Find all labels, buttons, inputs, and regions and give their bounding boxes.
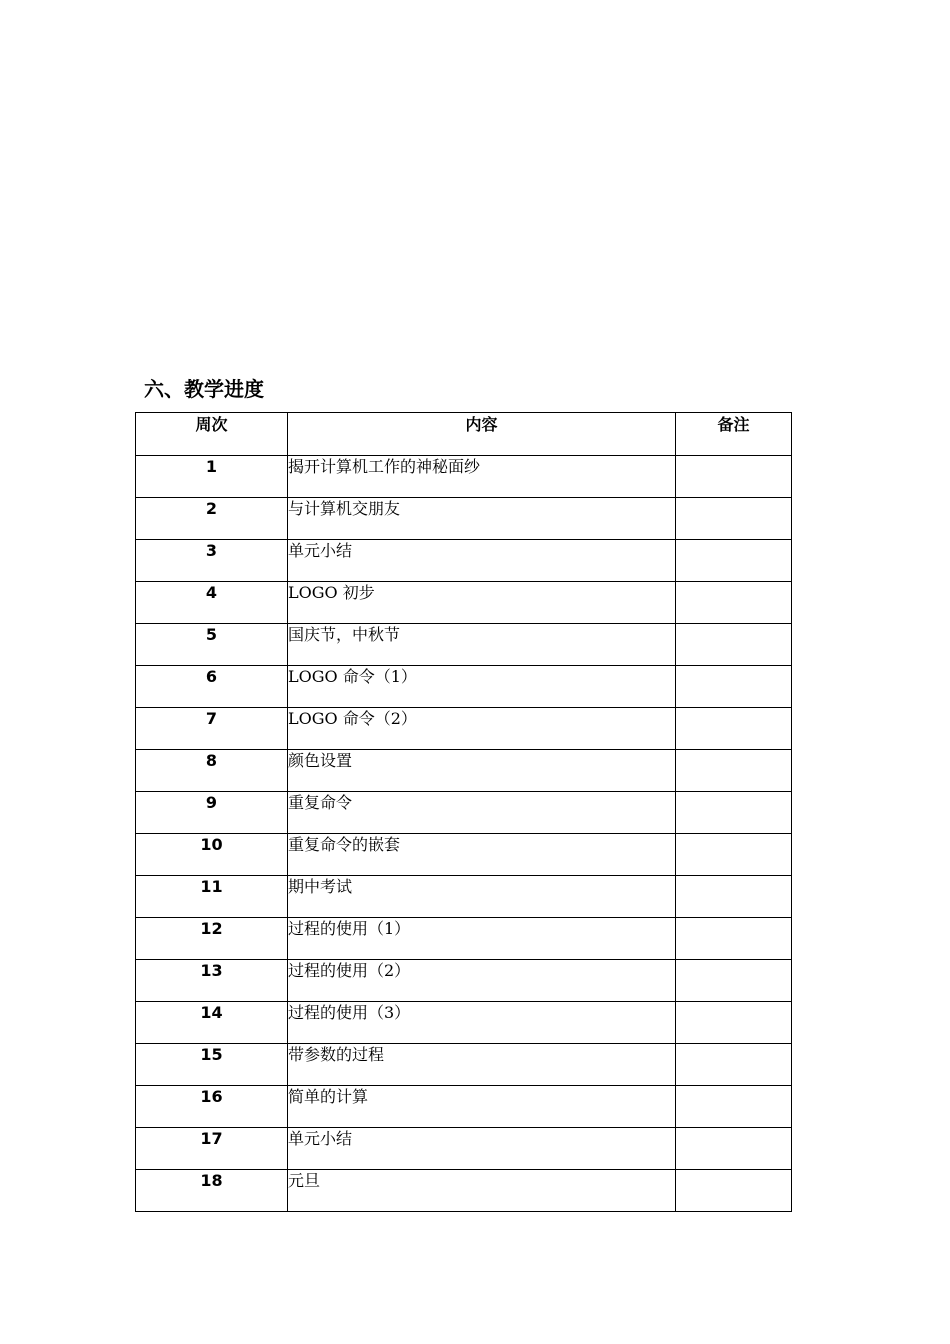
- note-cell: [676, 1170, 792, 1212]
- table-row: [136, 1128, 792, 1170]
- content-cell: LOGO 命令（2）: [288, 708, 676, 750]
- table-row: [136, 1002, 792, 1044]
- content-cell: 国庆节，中秋节: [288, 624, 676, 666]
- table-row: [136, 960, 792, 1002]
- note-cell: [676, 1086, 792, 1128]
- content-cell: 元旦: [288, 1170, 676, 1212]
- note-cell: [676, 1128, 792, 1170]
- table-row: [136, 750, 792, 792]
- note-cell: [676, 456, 792, 498]
- week-cell: 1: [136, 456, 288, 498]
- week-cell: 7: [136, 708, 288, 750]
- week-cell: 16: [136, 1086, 288, 1128]
- week-cell: 3: [136, 540, 288, 582]
- table-body: [136, 456, 792, 1212]
- header-note: 备注: [676, 413, 792, 456]
- section-title: 六、教学进度: [144, 377, 264, 401]
- note-cell: [676, 708, 792, 750]
- content-cell: 过程的使用（3）: [288, 1002, 676, 1044]
- table-row: [136, 498, 792, 540]
- header-content: 内容: [288, 413, 676, 456]
- week-cell: 5: [136, 624, 288, 666]
- week-cell: 9: [136, 792, 288, 834]
- table-row: [136, 834, 792, 876]
- week-cell: 18: [136, 1170, 288, 1212]
- note-cell: [676, 918, 792, 960]
- teaching-schedule-table: [135, 412, 792, 1212]
- content-cell: 揭开计算机工作的神秘面纱: [288, 456, 676, 498]
- note-cell: [676, 960, 792, 1002]
- table-row: [136, 540, 792, 582]
- content-cell: 单元小结: [288, 1128, 676, 1170]
- content-cell: LOGO 初步: [288, 582, 676, 624]
- content-cell: 过程的使用（2）: [288, 960, 676, 1002]
- content-cell: 颜色设置: [288, 750, 676, 792]
- week-cell: 10: [136, 834, 288, 876]
- note-cell: [676, 750, 792, 792]
- week-cell: 13: [136, 960, 288, 1002]
- table-row: [136, 918, 792, 960]
- week-cell: 12: [136, 918, 288, 960]
- note-cell: [676, 876, 792, 918]
- note-cell: [676, 582, 792, 624]
- note-cell: [676, 666, 792, 708]
- week-cell: 4: [136, 582, 288, 624]
- header-week: 周次: [136, 413, 288, 456]
- note-cell: [676, 540, 792, 582]
- note-cell: [676, 834, 792, 876]
- note-cell: [676, 1044, 792, 1086]
- table-row: [136, 666, 792, 708]
- week-cell: 8: [136, 750, 288, 792]
- table-header-row: [136, 413, 792, 456]
- note-cell: [676, 792, 792, 834]
- content-cell: 期中考试: [288, 876, 676, 918]
- table-row: [136, 1170, 792, 1212]
- table-row: [136, 1044, 792, 1086]
- content-cell: 重复命令的嵌套: [288, 834, 676, 876]
- week-cell: 6: [136, 666, 288, 708]
- week-cell: 11: [136, 876, 288, 918]
- content-cell: 与计算机交朋友: [288, 498, 676, 540]
- table-row: [136, 456, 792, 498]
- table-row: [136, 708, 792, 750]
- content-cell: 简单的计算: [288, 1086, 676, 1128]
- content-cell: 带参数的过程: [288, 1044, 676, 1086]
- table-row: [136, 624, 792, 666]
- week-cell: 14: [136, 1002, 288, 1044]
- table-row: [136, 1086, 792, 1128]
- note-cell: [676, 1002, 792, 1044]
- week-cell: 2: [136, 498, 288, 540]
- content-cell: LOGO 命令（1）: [288, 666, 676, 708]
- table-row: [136, 792, 792, 834]
- week-cell: 15: [136, 1044, 288, 1086]
- note-cell: [676, 498, 792, 540]
- note-cell: [676, 624, 792, 666]
- table-row: [136, 582, 792, 624]
- content-cell: 单元小结: [288, 540, 676, 582]
- content-cell: 过程的使用（1）: [288, 918, 676, 960]
- table-row: [136, 876, 792, 918]
- week-cell: 17: [136, 1128, 288, 1170]
- content-cell: 重复命令: [288, 792, 676, 834]
